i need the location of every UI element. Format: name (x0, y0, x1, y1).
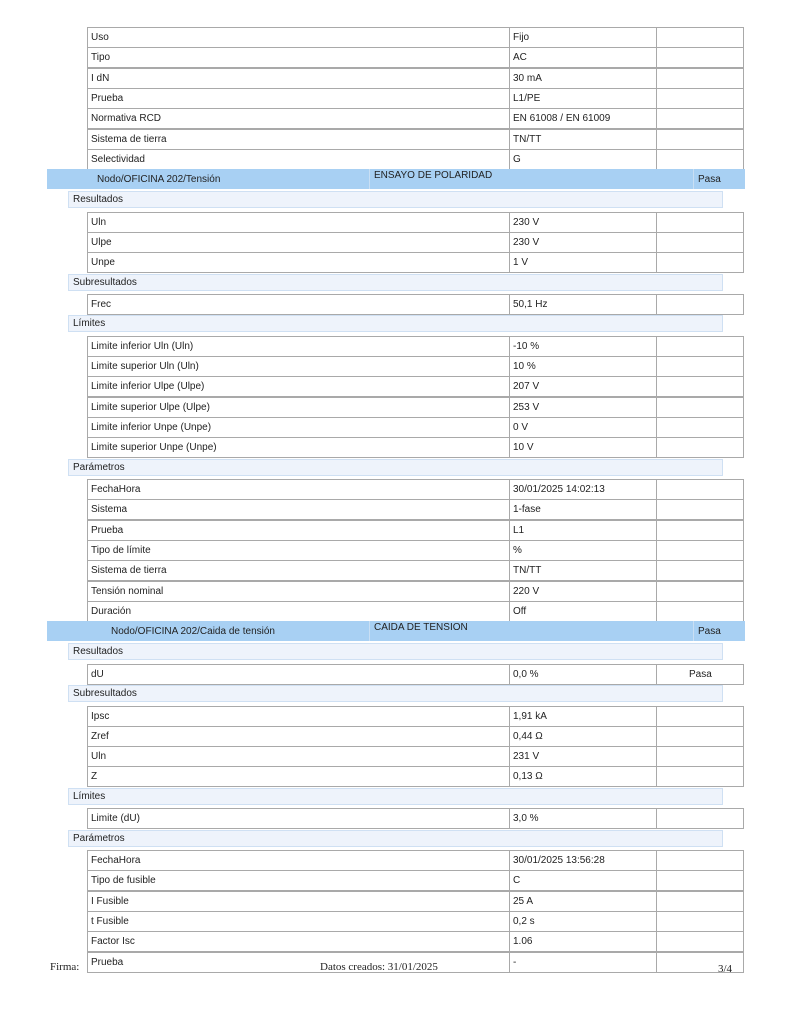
row-value-cell (510, 337, 657, 356)
row-value: EN 61008 / EN 61009 (513, 113, 611, 125)
row-result-cell (657, 767, 743, 786)
row-result-cell (657, 602, 743, 621)
row-label: Limite (dU) (91, 813, 140, 825)
table-row (87, 870, 744, 891)
row-label-cell (88, 48, 510, 67)
row-label-cell (88, 541, 510, 560)
row-value: 1-fase (513, 504, 541, 516)
row-value-cell (510, 953, 657, 972)
row-label-cell (88, 253, 510, 272)
section-header (68, 788, 723, 805)
row-value: 253 V (513, 401, 540, 413)
row-label-cell (88, 377, 510, 396)
row-label-cell (88, 767, 510, 786)
created-date: Datos creados: 31/01/2025 (320, 961, 438, 973)
row-value-cell (510, 69, 657, 88)
row-label: I dN (91, 72, 110, 84)
row-value: 230 V (513, 216, 540, 228)
row-result-cell (657, 912, 743, 931)
row-label: Unpe (91, 257, 115, 269)
test-result-cell (693, 621, 745, 641)
row-label-cell (88, 500, 510, 519)
row-label-cell (88, 953, 510, 972)
row-result-cell (657, 377, 743, 396)
table-row (87, 766, 744, 787)
row-value: 0,44 Ω (513, 730, 543, 742)
row-label-cell (88, 521, 510, 540)
row-label-cell (88, 727, 510, 746)
row-value: 1 V (513, 257, 529, 269)
row-label: I Fusible (91, 895, 129, 907)
table-row (87, 911, 744, 932)
row-label-cell (88, 398, 510, 417)
row-result-cell (657, 500, 743, 519)
table-row (87, 356, 744, 377)
row-result-cell (657, 871, 743, 890)
row-result-cell (657, 398, 743, 417)
table-row (87, 706, 744, 727)
row-label-cell (88, 130, 510, 149)
row-label: Prueba (91, 524, 124, 536)
row-value-cell (510, 253, 657, 272)
table-row (87, 499, 744, 520)
test-name: ENSAYO DE POLARIDAD (374, 170, 493, 182)
section-title: Parámetros (73, 832, 125, 844)
row-value-cell (510, 582, 657, 601)
test-result-cell (693, 169, 745, 189)
table-row (87, 376, 744, 397)
row-value: 0 V (513, 422, 529, 433)
row-result-cell (657, 150, 743, 169)
row-value-cell (510, 871, 657, 890)
section-header (68, 459, 723, 476)
row-value: 220 V (513, 585, 540, 597)
table-row (87, 47, 744, 68)
row-label: Limite superior Ulpe (Ulpe) (91, 401, 210, 413)
row-value: 25 A (513, 895, 534, 907)
page-number: 3/4 (718, 963, 733, 975)
row-result-cell (657, 357, 743, 376)
table-row (87, 336, 744, 357)
table-row (87, 581, 744, 602)
row-result-cell (657, 541, 743, 560)
row-label-cell (88, 418, 510, 437)
row-label-cell (88, 357, 510, 376)
row-label: Prueba (91, 956, 124, 968)
row-result-cell (657, 233, 743, 252)
section-header (68, 191, 723, 208)
row-value: 30 mA (513, 72, 542, 84)
row-label: dU (91, 668, 104, 680)
row-result-cell (657, 892, 743, 911)
row-value-cell (510, 767, 657, 786)
row-value-cell (510, 707, 657, 726)
row-value: G (513, 153, 521, 165)
row-label-cell (88, 150, 510, 169)
row-value-cell (510, 213, 657, 232)
row-label: Limite inferior Unpe (Unpe) (91, 422, 212, 433)
table-row (87, 560, 744, 581)
table-row (87, 232, 744, 253)
row-label-cell (88, 233, 510, 252)
row-value: % (513, 545, 522, 556)
row-label: Tipo (91, 52, 111, 64)
row-value: 230 V (513, 236, 540, 248)
row-label: Limite superior Unpe (Unpe) (91, 442, 217, 454)
row-label-cell (88, 892, 510, 911)
test-result: Pasa (698, 174, 721, 186)
row-value-cell (510, 500, 657, 519)
row-label-cell (88, 871, 510, 890)
row-label: Ulpe (91, 236, 112, 248)
row-value-cell (510, 438, 657, 457)
row-label: Sistema (91, 504, 128, 516)
row-value-cell (510, 418, 657, 437)
row-label-cell (88, 851, 510, 870)
row-value: L1/PE (513, 92, 541, 104)
row-value-cell (510, 130, 657, 149)
row-result-cell (657, 747, 743, 766)
table-row (87, 68, 744, 89)
row-value-cell (510, 912, 657, 931)
row-value-cell (510, 521, 657, 540)
test-header (47, 621, 744, 641)
section-header (68, 274, 723, 291)
table-row (87, 931, 744, 952)
row-label-cell (88, 438, 510, 457)
row-value-cell (510, 541, 657, 560)
row-value: 1.06 (513, 936, 533, 948)
row-value-cell (510, 727, 657, 746)
row-label-cell (88, 809, 510, 828)
row-value: 207 V (513, 381, 540, 393)
row-value-cell (510, 480, 657, 499)
table-row (87, 540, 744, 561)
row-value: Off (513, 605, 527, 617)
row-value-cell (510, 809, 657, 828)
row-result-cell (657, 28, 743, 47)
row-label: Tipo de fusible (91, 875, 156, 887)
node-path: Nodo/OFICINA 202/Tensión (97, 174, 221, 186)
row-result-cell (657, 130, 743, 149)
row-value: TN/TT (513, 133, 542, 145)
row-label: Limite superior Uln (Uln) (91, 361, 199, 373)
row-label: Zref (91, 730, 109, 742)
row-label: Duración (91, 605, 132, 617)
row-value-cell (510, 109, 657, 128)
row-label-cell (88, 480, 510, 499)
section-header (68, 643, 723, 660)
table-row (87, 129, 744, 150)
row-value: 231 V (513, 751, 540, 763)
row-label: Sistema de tierra (91, 565, 167, 577)
table-row (87, 850, 744, 871)
row-result-cell (657, 438, 743, 457)
signature-label: Firma: (50, 961, 80, 973)
row-label-cell (88, 89, 510, 108)
row-result-cell (657, 582, 743, 601)
section-title: Límites (73, 318, 106, 330)
row-value-cell (510, 233, 657, 252)
table-row (87, 88, 744, 109)
row-value-cell (510, 377, 657, 396)
row-result-cell (657, 851, 743, 870)
row-label: Tipo de límite (91, 545, 151, 556)
section-title: Resultados (73, 194, 124, 206)
node-path-cell (47, 621, 370, 641)
row-value-cell (510, 357, 657, 376)
row-label: Tensión nominal (91, 585, 164, 597)
node-path-cell (47, 169, 370, 189)
row-label: Factor Isc (91, 936, 135, 948)
row-result-cell (657, 295, 743, 314)
row-value-cell (510, 747, 657, 766)
section-title: Límites (73, 790, 106, 802)
test-header (47, 169, 744, 189)
row-value: TN/TT (513, 565, 542, 577)
row-label: Uln (91, 216, 107, 228)
row-label: FechaHora (91, 484, 141, 496)
row-label-cell (88, 602, 510, 621)
row-result-cell (657, 727, 743, 746)
row-value-cell (510, 89, 657, 108)
row-label-cell (88, 213, 510, 232)
table-row (87, 397, 744, 418)
row-label-cell (88, 707, 510, 726)
table-row (87, 746, 744, 767)
row-label-cell (88, 582, 510, 601)
row-result-cell (657, 253, 743, 272)
row-label-cell (88, 28, 510, 47)
row-label-cell (88, 109, 510, 128)
row-result-cell (657, 48, 743, 67)
row-value-cell (510, 561, 657, 580)
node-path: Nodo/OFICINA 202/Caida de tensión (111, 626, 275, 638)
test-result: Pasa (698, 626, 721, 638)
row-result-cell (657, 809, 743, 828)
row-value-cell (510, 150, 657, 169)
row-value: 50,1 Hz (513, 299, 548, 310)
row-label: Sistema de tierra (91, 133, 167, 145)
table-row (87, 726, 744, 747)
row-label: Uln (91, 751, 107, 763)
row-value: 30/01/2025 13:56:28 (513, 855, 605, 866)
row-result-cell (657, 418, 743, 437)
section-header (68, 830, 723, 847)
row-value-cell (510, 665, 657, 684)
test-name-cell (370, 621, 740, 641)
test-name-cell (370, 169, 740, 189)
row-value: 0,2 s (513, 915, 535, 927)
table-row (87, 27, 744, 48)
row-label-cell (88, 747, 510, 766)
row-label-cell (88, 561, 510, 580)
row-value-cell (510, 892, 657, 911)
row-label: Limite inferior Uln (Uln) (91, 340, 194, 352)
section-header (68, 315, 723, 332)
row-value: 3,0 % (513, 813, 539, 825)
row-label: Z (91, 771, 98, 783)
row-value: -10 % (513, 340, 540, 352)
row-label-cell (88, 295, 510, 314)
table-row (87, 891, 744, 912)
row-result-cell (657, 707, 743, 726)
row-value-cell (510, 28, 657, 47)
section-title: Subresultados (73, 276, 137, 288)
table-row (87, 601, 744, 622)
row-label: Limite inferior Ulpe (Ulpe) (91, 381, 205, 393)
row-label-cell (88, 337, 510, 356)
row-label: Normativa RCD (91, 113, 162, 125)
row-result-cell (657, 932, 743, 951)
row-value-cell (510, 295, 657, 314)
row-result-cell (657, 337, 743, 356)
row-value: 0,13 Ω (513, 771, 543, 783)
row-value: C (513, 875, 521, 887)
row-label: Prueba (91, 92, 124, 104)
row-result-cell (657, 89, 743, 108)
section-title: Parámetros (73, 461, 125, 473)
table-row (87, 437, 744, 458)
row-value-cell (510, 398, 657, 417)
table-row (87, 212, 744, 233)
row-result: Pasa (689, 668, 712, 680)
row-label: Ipsc (91, 710, 110, 722)
table-row (87, 808, 744, 829)
row-value: 10 V (513, 442, 534, 454)
row-result-cell (657, 521, 743, 540)
row-label-cell (88, 69, 510, 88)
row-value: 1,91 kA (513, 710, 547, 722)
table-row (87, 252, 744, 273)
row-label: FechaHora (91, 855, 141, 866)
table-row (87, 149, 744, 170)
row-label: t Fusible (91, 915, 129, 927)
row-result-cell (657, 109, 743, 128)
section-title: Subresultados (73, 688, 137, 699)
row-result-cell (657, 213, 743, 232)
table-row (87, 294, 744, 315)
row-value: AC (513, 52, 527, 64)
row-value-cell (510, 851, 657, 870)
row-value: 10 % (513, 361, 536, 373)
row-value-cell (510, 48, 657, 67)
table-row (87, 664, 744, 685)
row-value: L1 (513, 524, 525, 536)
section-title: Resultados (73, 646, 124, 658)
table-row (87, 520, 744, 541)
row-result-cell (657, 480, 743, 499)
row-value: 0,0 % (513, 668, 539, 680)
row-value-cell (510, 932, 657, 951)
table-row (87, 417, 744, 438)
row-label-cell (88, 912, 510, 931)
row-value-cell (510, 602, 657, 621)
row-label-cell (88, 932, 510, 951)
row-value: 30/01/2025 14:02:13 (513, 484, 605, 496)
table-row (87, 108, 744, 129)
section-header (68, 685, 723, 702)
row-result-cell (657, 561, 743, 580)
row-value: Fijo (513, 32, 530, 43)
row-result-cell (657, 69, 743, 88)
row-label: Frec (91, 299, 111, 310)
row-label: Selectividad (91, 153, 145, 165)
row-label: Uso (91, 32, 109, 43)
row-label-cell (88, 665, 510, 684)
row-result-cell (657, 665, 743, 684)
row-value: - (513, 956, 517, 968)
test-name: CAIDA DE TENSION (374, 622, 468, 634)
table-row (87, 479, 744, 500)
